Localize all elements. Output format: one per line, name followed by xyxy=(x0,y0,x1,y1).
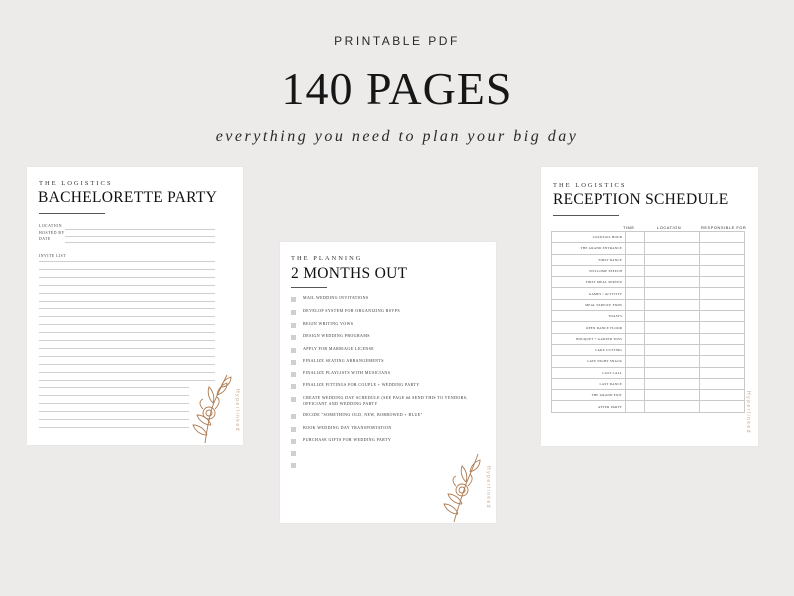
location-cell[interactable] xyxy=(644,344,699,355)
watermark-text: Hyperlinked xyxy=(234,389,240,432)
event-cell: THE GRAND ENTRANCE xyxy=(552,243,626,254)
time-cell[interactable] xyxy=(626,322,644,333)
table-row xyxy=(552,265,745,276)
invite-line[interactable] xyxy=(39,403,189,404)
field-line[interactable] xyxy=(65,236,215,237)
card-kicker: THE LOGISTICS xyxy=(39,180,113,187)
invite-line[interactable] xyxy=(39,316,215,317)
invite-line[interactable] xyxy=(39,387,189,388)
event-cell: LAST DANCE xyxy=(552,378,626,389)
task-checkbox[interactable] xyxy=(291,439,296,444)
table-row xyxy=(552,390,745,401)
responsible-cell[interactable] xyxy=(699,378,744,389)
field-label: DATE xyxy=(39,237,51,241)
location-cell[interactable] xyxy=(644,277,699,288)
task-checkbox[interactable] xyxy=(291,348,296,353)
responsible-cell[interactable] xyxy=(699,333,744,344)
task-label: DEVELOP SYSTEM FOR ORGANIZING RSVPS xyxy=(303,308,400,313)
invite-line[interactable] xyxy=(39,277,215,278)
time-cell[interactable] xyxy=(626,333,644,344)
task-label: BOOK WEDDING DAY TRANSPORTATION xyxy=(303,425,392,430)
invite-line[interactable] xyxy=(39,419,189,420)
card-title: RECEPTION SCHEDULE xyxy=(553,191,729,208)
invite-line[interactable] xyxy=(39,332,215,333)
invite-line[interactable] xyxy=(39,285,215,286)
invite-line[interactable] xyxy=(39,301,215,302)
field-line[interactable] xyxy=(65,242,215,243)
invite-line[interactable] xyxy=(39,356,215,357)
card-title: 2 MONTHS OUT xyxy=(291,265,408,282)
location-cell[interactable] xyxy=(644,356,699,367)
watermark-text: Hyperlinked xyxy=(745,391,751,434)
table-row xyxy=(552,401,745,412)
table-row xyxy=(552,311,745,322)
responsible-cell[interactable] xyxy=(699,254,744,265)
table-row xyxy=(552,254,745,265)
column-header-time: TIME xyxy=(623,225,635,230)
card-kicker: THE LOGISTICS xyxy=(553,182,627,189)
task-label: PURCHASE GIFTS FOR WEDDING PARTY xyxy=(303,437,392,442)
task-checkbox[interactable] xyxy=(291,427,296,432)
field-line[interactable] xyxy=(65,229,215,230)
table-row xyxy=(552,322,745,333)
invite-line[interactable] xyxy=(39,293,215,294)
responsible-cell[interactable] xyxy=(699,232,744,243)
task-checkbox[interactable] xyxy=(291,384,296,389)
time-cell[interactable] xyxy=(626,344,644,355)
task-checkbox[interactable] xyxy=(291,310,296,315)
invite-line[interactable] xyxy=(39,348,215,349)
invite-line[interactable] xyxy=(39,364,215,365)
location-cell[interactable] xyxy=(644,265,699,276)
invite-list-label: INVITE LIST xyxy=(39,254,67,258)
task-label: DECIDE "SOMETHING OLD, NEW, BORROWED + BLUE" xyxy=(303,412,423,417)
time-cell[interactable] xyxy=(626,401,644,412)
table-row xyxy=(552,356,745,367)
invite-line[interactable] xyxy=(39,340,215,341)
task-checkbox[interactable] xyxy=(291,323,296,328)
invite-line[interactable] xyxy=(39,427,189,428)
time-cell[interactable] xyxy=(626,367,644,378)
time-cell[interactable] xyxy=(626,356,644,367)
task-checkbox[interactable] xyxy=(291,335,296,340)
location-cell[interactable] xyxy=(644,333,699,344)
event-cell: FIRST DANCE xyxy=(552,254,626,265)
time-cell[interactable] xyxy=(626,232,644,243)
column-header-location: LOCATION xyxy=(657,225,682,230)
location-cell[interactable] xyxy=(644,311,699,322)
invite-line[interactable] xyxy=(39,324,215,325)
title-underline xyxy=(291,287,327,288)
task-label: DESIGN WEDDING PROGRAMS xyxy=(303,333,370,338)
task-label: FINALIZE FITTINGS FOR COUPLE + WEDDING PARTY xyxy=(303,382,420,387)
time-cell[interactable] xyxy=(626,299,644,310)
reception-schedule-page xyxy=(541,167,758,446)
task-label: MAIL WEDDING INVITATIONS xyxy=(303,295,369,300)
page-headline: 140 PAGES xyxy=(281,63,513,114)
responsible-cell[interactable] xyxy=(699,311,744,322)
time-cell[interactable] xyxy=(626,390,644,401)
event-cell: CAKE CUTTING xyxy=(552,344,626,355)
table-row xyxy=(552,277,745,288)
task-checkbox[interactable] xyxy=(291,372,296,377)
responsible-cell[interactable] xyxy=(699,288,744,299)
table-row xyxy=(552,243,745,254)
task-label: APPLY FOR MARRIAGE LICENSE xyxy=(303,346,375,351)
location-cell[interactable] xyxy=(644,401,699,412)
location-cell[interactable] xyxy=(644,254,699,265)
two-months-out-page xyxy=(280,242,496,523)
time-cell[interactable] xyxy=(626,254,644,265)
responsible-cell[interactable] xyxy=(699,277,744,288)
location-cell[interactable] xyxy=(644,390,699,401)
event-cell: AFTER PARTY xyxy=(552,401,626,412)
table-row xyxy=(552,367,745,378)
event-cell: FIRST MEAL SERVED xyxy=(552,277,626,288)
task-label: FINALIZE PLAYLISTS WITH MUSICIANS xyxy=(303,370,391,375)
event-cell: BOUQUET + GARTER TOSS xyxy=(552,333,626,344)
location-cell[interactable] xyxy=(644,299,699,310)
responsible-cell[interactable] xyxy=(699,265,744,276)
task-checkbox[interactable] xyxy=(291,414,296,419)
event-cell: COCKTAIL HOUR xyxy=(552,232,626,243)
event-cell: TOASTS xyxy=(552,311,626,322)
location-cell[interactable] xyxy=(644,322,699,333)
schedule-table xyxy=(551,231,745,413)
eyebrow-text: PRINTABLE PDF xyxy=(334,34,460,48)
event-cell: THE GRAND EXIT xyxy=(552,390,626,401)
table-row xyxy=(552,288,745,299)
responsible-cell[interactable] xyxy=(699,344,744,355)
location-cell[interactable] xyxy=(644,367,699,378)
time-cell[interactable] xyxy=(626,265,644,276)
event-cell: WELCOME SPEECH xyxy=(552,265,626,276)
tagline-text: everything you need to plan your big day xyxy=(215,128,579,145)
time-cell[interactable] xyxy=(626,378,644,389)
floral-sprig-icon xyxy=(440,448,488,524)
event-cell: GAMES / ACTIVITY xyxy=(552,288,626,299)
title-underline xyxy=(553,215,619,216)
task-label: CREATE WEDDING DAY SCHEDULE (SEE PAGE ## SEND THIS TO VENDORS, xyxy=(303,395,468,400)
time-cell[interactable] xyxy=(626,311,644,322)
card-kicker: THE PLANNING xyxy=(291,255,363,262)
table-row xyxy=(552,344,745,355)
responsible-cell[interactable] xyxy=(699,356,744,367)
invite-line[interactable] xyxy=(39,411,189,412)
responsible-cell[interactable] xyxy=(699,367,744,378)
time-cell[interactable] xyxy=(626,277,644,288)
location-cell[interactable] xyxy=(644,232,699,243)
table-row xyxy=(552,299,745,310)
responsible-cell[interactable] xyxy=(699,322,744,333)
invite-line[interactable] xyxy=(39,269,215,270)
time-cell[interactable] xyxy=(626,243,644,254)
watermark-text: Hyperlinked xyxy=(485,466,491,509)
location-cell[interactable] xyxy=(644,243,699,254)
location-cell[interactable] xyxy=(644,288,699,299)
location-cell[interactable] xyxy=(644,378,699,389)
responsible-cell[interactable] xyxy=(699,243,744,254)
event-cell: OPEN DANCE FLOOR xyxy=(552,322,626,333)
floral-sprig-icon xyxy=(187,369,235,445)
responsible-cell[interactable] xyxy=(699,401,744,412)
task-label: BEGIN WRITING VOWS xyxy=(303,321,354,326)
event-cell: LATE NIGHT SNACK xyxy=(552,356,626,367)
invite-line[interactable] xyxy=(39,395,189,396)
event-cell: MEAL SERVICE ENDS xyxy=(552,299,626,310)
title-underline xyxy=(39,213,105,214)
field-label: HOSTED BY xyxy=(39,231,65,235)
task-label: FINALIZE SEATING ARRANGEMENTS xyxy=(303,358,384,363)
table-row xyxy=(552,378,745,389)
task-checkbox[interactable] xyxy=(291,463,296,468)
table-row xyxy=(552,333,745,344)
invite-line[interactable] xyxy=(39,308,215,309)
event-cell: LAST CALL xyxy=(552,367,626,378)
column-header-responsible: RESPONSIBLE FOR xyxy=(701,225,747,230)
responsible-cell[interactable] xyxy=(699,299,744,310)
bachelorette-party-page xyxy=(27,167,243,445)
task-checkbox[interactable] xyxy=(291,451,296,456)
task-checkbox[interactable] xyxy=(291,360,296,365)
task-label: OFFICIANT AND WEDDING PARTY xyxy=(303,401,378,406)
responsible-cell[interactable] xyxy=(699,390,744,401)
task-checkbox[interactable] xyxy=(291,297,296,302)
time-cell[interactable] xyxy=(626,288,644,299)
card-title: BACHELORETTE PARTY xyxy=(38,189,218,206)
field-label: LOCATION xyxy=(39,224,62,228)
invite-line[interactable] xyxy=(39,261,215,262)
table-row xyxy=(552,232,745,243)
task-checkbox[interactable] xyxy=(291,397,296,402)
